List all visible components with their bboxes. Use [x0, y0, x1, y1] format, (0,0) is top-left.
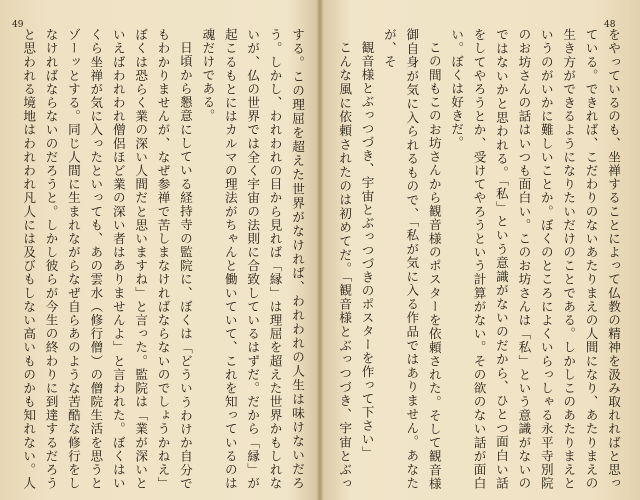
paragraph: この間もこのお坊さんから観音様のポスターを依頼された。そして観音様御自身が気に入られるもので、「私が気に入る作品ではありません。あなたが、そ [381, 28, 442, 490]
right-page-number: 48 [604, 20, 616, 30]
book-gutter [316, 0, 324, 500]
right-page-text [334, 28, 624, 490]
left-page [14, 28, 308, 490]
paragraph: する。この理屈を超えた世界がなければ、われわれの人生は味けないだろう。しかし、われわれの目から見れば「縁」は理屈を超えた世界かもしれないが、仏の世界では全く宇宙の法則に合致しているはずだ。だから「縁」が起こるもとにはカルマの理法がちゃんと働いていて、これを知っているのは魂だけである。 [200, 28, 305, 490]
left-page-text [14, 28, 308, 490]
left-page-number: 49 [12, 20, 24, 30]
paragraph: をやっているのも、坐禅することによって仏教の精神を汲み取れればと思っている。できれば、こだわりのないあたりまえの人間になり、あたりまえの生き方ができるようになりたいだけのことである。しかしこのあたりまえというのがいかに難しいことか。ぼくのところによくいらっしゃる永平寺別院のお坊さんの話はいつも面白い。このお坊さんは「私」という意識がないのではないかと思われる。「私」という意識がないのだから、ひとつ面白い話をしてやろうとか、受けてやろうという計算がない。その欲のない話が面白い。ぼくは好きだ。 [449, 28, 621, 490]
paragraph: 日頃から懇意にしている経持寺の監院に、ぼくは「どういうわけか自分でもわかりませんが、なぜ参禅で苦しまなければならないのでしょうかねえ」ぼくは恐らく業の深い人間だと思いますね」と言った。監院は「業が深いといえばわれわれ僧侶ほど業の深い者はありませんよ」と言われた。ぼくはいくら坐禅が気に入ったといっても、あの雲水（修行僧）の僧院生活を思うとゾーッとする。同じ人間に生まれながらなぜ自らあのような苦酷な修行をしなければならないのだろうと。しかし彼らが今生の終わりに到達するだろうと思われる境地はわれわれ凡人には及びもしない高いものかも知れない。人 [21, 28, 193, 490]
paragraph: 観音様とぶっつづき、宇宙とぶっつづきのポスターを作って下さい」 [359, 40, 375, 460]
right-page [334, 28, 624, 490]
paragraph: こんな風に依頼されたのは初めてだ。「観音様とぶっつづき、宇宙とぶっ [337, 40, 353, 490]
